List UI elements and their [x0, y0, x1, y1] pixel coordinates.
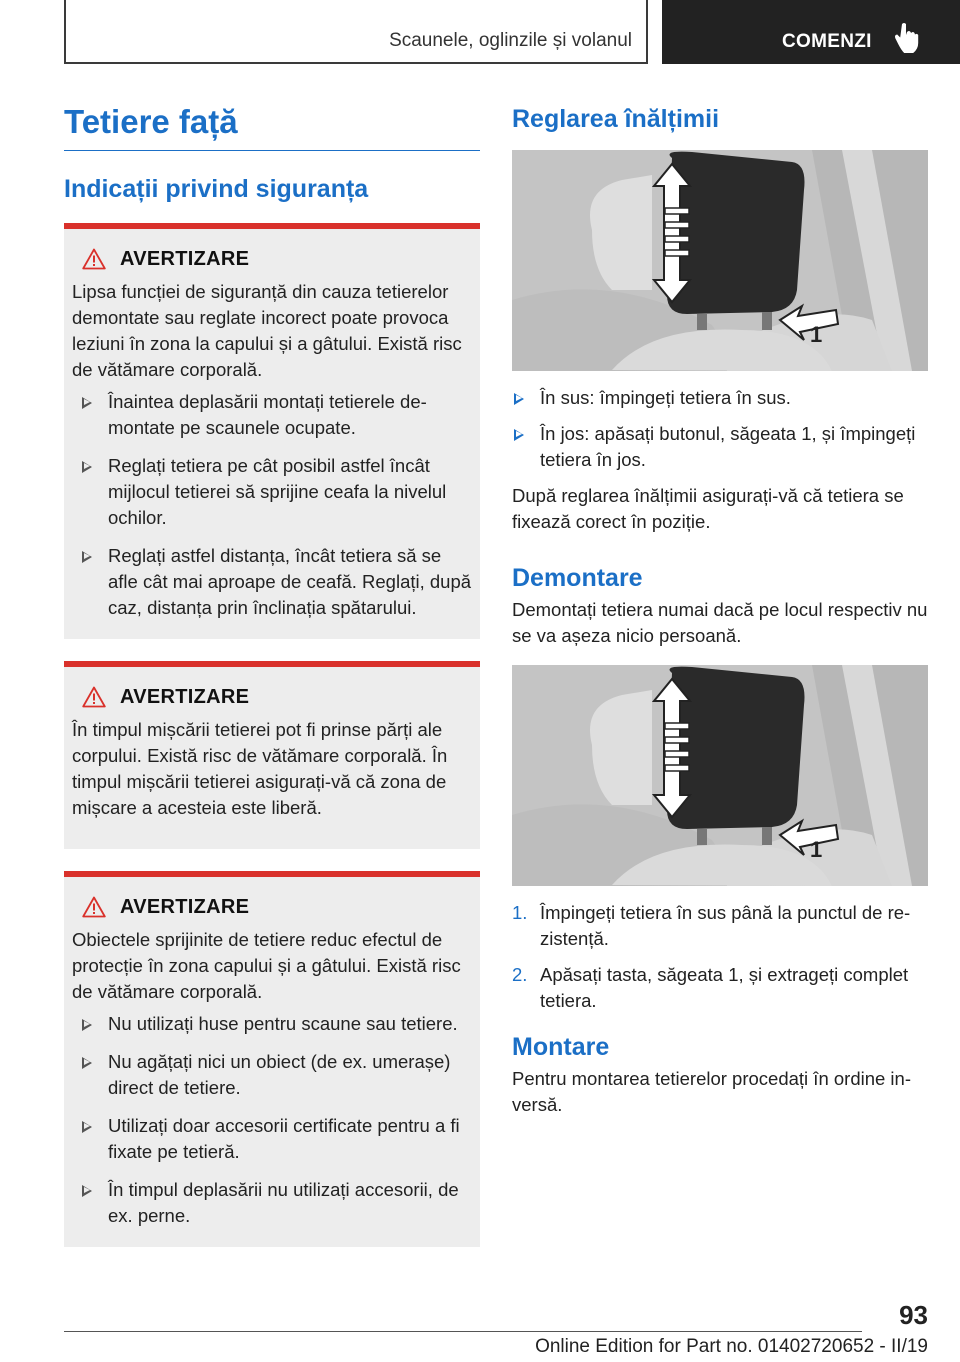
bullet-triangle-icon	[82, 397, 92, 409]
warning-box	[64, 871, 480, 1247]
warning-icon	[82, 248, 106, 270]
list-item: Înaintea deplasării montați tetierele de-montate pe scaunele ocupate.	[72, 389, 472, 441]
edition-footer: Online Edition for Part no. 01402720652 - II/19	[535, 1336, 928, 1357]
removal-steps	[512, 900, 928, 1014]
warning-icon	[82, 686, 106, 708]
list-item: În jos: apăsați butonul, săgeata 1, și împingeți tetiera în jos.	[512, 421, 928, 473]
list-item: 1. Împingeți tetiera în sus până la punctul de re-zistență.	[512, 902, 911, 949]
warning-box	[64, 661, 480, 849]
warning-box	[64, 223, 480, 639]
page-title: Tetiere față	[64, 100, 480, 151]
warning-text: Lipsa funcției de siguranță din cauza tetierelor demontate sau reglate incorect poate provoca leziuni în zona la capului și a gâtului. Există risc de vătămare corporală.	[72, 281, 462, 380]
bullet-triangle-icon	[82, 1121, 92, 1133]
hand-pointer-icon	[894, 22, 920, 54]
warning-label: AVERTIZARE	[120, 247, 250, 270]
bullet-triangle-icon	[82, 551, 92, 563]
list-item: Reglați astfel distanța, încât tetiera să se afle cât mai aproape de ceafă. Reglați, după caz, distanța prin înclinația spătarului.	[72, 543, 472, 621]
chapter-title: Scaunele, oglinzile și volanul	[389, 30, 632, 51]
section-tab[interactable]	[662, 0, 960, 64]
section-tab-label: COMENZI	[782, 31, 872, 52]
left-column	[64, 100, 480, 1247]
warning-icon	[82, 896, 106, 918]
list-item: În sus: împingeți tetiera în sus.	[512, 385, 928, 411]
callout-number: 1	[810, 322, 823, 347]
height-adjust-title: Reglarea înălțimii	[512, 105, 720, 133]
list-item: Nu agățați nici un obiect (de ex. umerașe) direct de tetiere.	[72, 1049, 472, 1101]
warning-bullets	[72, 1011, 472, 1229]
bullet-triangle-icon	[514, 393, 524, 405]
mount-title: Montare	[512, 1033, 610, 1061]
bullet-triangle-icon	[82, 461, 92, 473]
warning-text: În timpul mișcării tetierei pot fi prinse părți ale corpului. Există risc de vătămare corporală. În timpul mișcării tetierei asigurați-vă că zona de mișcare a acesteia este liberă.	[72, 719, 448, 818]
warning-text: Obiectele sprijinite de tetiere reduc efectul de protecție în zona capului și a gâtului. Există risc de vătămare corporală.	[72, 929, 461, 1002]
height-bullets	[512, 385, 928, 473]
right-column	[512, 100, 928, 1118]
warning-label: AVERTIZARE	[120, 685, 250, 708]
page-number: 93	[899, 1300, 928, 1330]
callout-number: 1	[810, 837, 823, 862]
warning-label: AVERTIZARE	[120, 895, 250, 918]
removal-title: Demontare	[512, 564, 643, 592]
safety-subtitle: Indicații privind siguranța	[64, 175, 369, 203]
warning-bullets	[72, 389, 472, 621]
list-item: Reglați tetiera pe cât posibil astfel încât mijlocul tetierei să sprijine ceafa la nivelul ochilor.	[72, 453, 472, 531]
height-note: După reglarea înălțimii asigurați-vă că tetiera se fixează corect în poziție.	[512, 485, 904, 532]
mount-text: Pentru montarea tetierelor procedați în ordine in-versă.	[512, 1068, 911, 1115]
bullet-triangle-icon	[82, 1019, 92, 1031]
bullet-triangle-icon	[82, 1057, 92, 1069]
list-item: 2. Apăsați tasta, săgeata 1, și extrageți complet tetiera.	[512, 964, 909, 1011]
bullet-triangle-icon	[514, 429, 524, 441]
list-item: Utilizați doar accesorii certificate pentru a fi fixate pe tetieră.	[72, 1113, 472, 1165]
list-item: În timpul deplasării nu utilizați accesorii, de ex. perne.	[72, 1177, 472, 1229]
headrest-removal-photo	[512, 665, 928, 886]
header-frame	[64, 0, 648, 64]
list-item: Nu utilizați huse pentru scaune sau tetiere.	[72, 1011, 472, 1037]
removal-text: Demontați tetiera numai dacă pe locul respectiv nu se va așeza nicio persoană.	[512, 599, 928, 646]
footer-divider	[64, 1331, 862, 1332]
headrest-height-photo	[512, 150, 928, 371]
bullet-triangle-icon	[82, 1185, 92, 1197]
